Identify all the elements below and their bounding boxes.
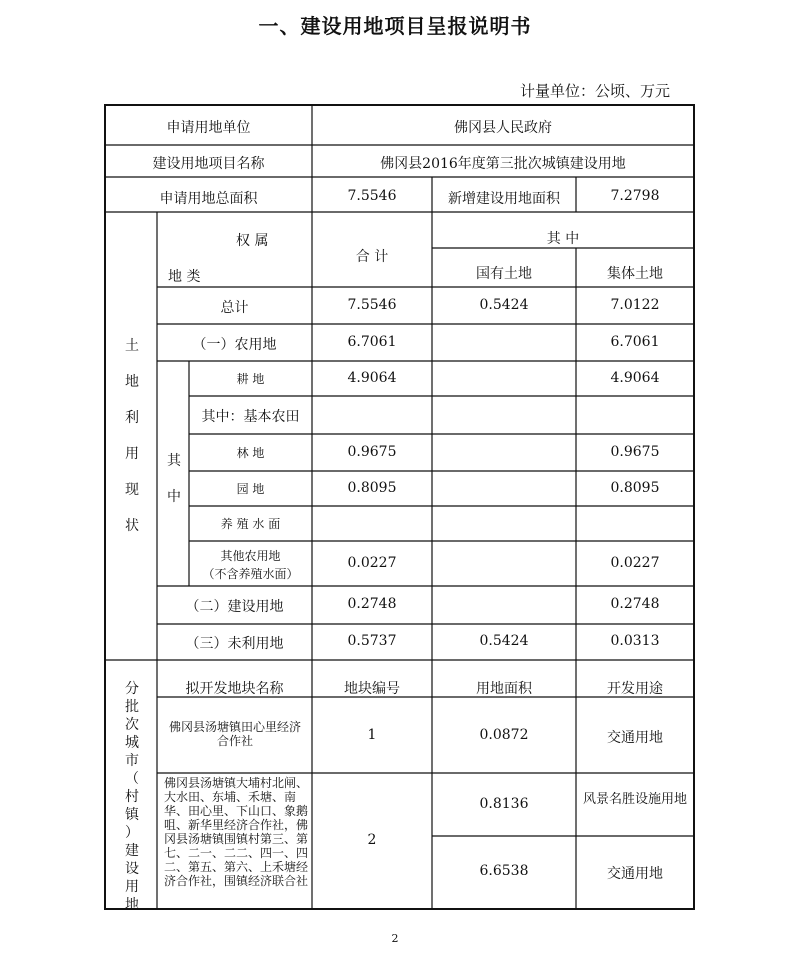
land-row-collective: 0.0313 <box>610 633 660 649</box>
land-row-collective: 7.0122 <box>610 296 660 313</box>
land-row-name: 养 殖 水 面 <box>220 516 281 531</box>
land-row-total: 0.9675 <box>347 443 397 460</box>
new-area-label: 新增建设用地面积 <box>448 191 560 207</box>
plot-2-area-1: 0.8136 <box>479 796 529 812</box>
land-row-collective: 4.9064 <box>610 369 660 386</box>
land-row-name-note: （不含养殖水面） <box>202 567 299 581</box>
state-land-header: 国有土地 <box>476 266 532 282</box>
category-label: 地 类 <box>168 269 201 285</box>
plot-1-area: 0.0872 <box>479 727 529 743</box>
new-area-value: 7.2798 <box>610 188 660 204</box>
applicant-label: 申请用地单位 <box>166 120 251 136</box>
plot-2-use-2: 交通用地 <box>607 866 663 882</box>
col-plot-id: 地块编号 <box>344 681 400 697</box>
collective-land-header: 集体土地 <box>607 266 663 282</box>
plot-2-use-1: 风景名胜设施用地 <box>582 792 687 807</box>
project-name-label: 建设用地项目名称 <box>152 156 265 172</box>
land-row-collective: 0.9675 <box>610 443 660 460</box>
of-which-header: 其 中 <box>546 231 580 247</box>
unit-label: 计量单位：公顷、万元 <box>520 82 671 100</box>
land-row-name: 总计 <box>220 299 249 316</box>
land-row-name: 其他农用地 <box>220 549 281 563</box>
batch-section-label: 分 批 次 城 市 （ 村 镇 ） 建 设 用 地 <box>125 681 139 913</box>
land-row-name: 林 地 <box>236 445 265 460</box>
land-row-collective: 0.2748 <box>610 596 660 612</box>
plot-1-id: 1 <box>367 727 377 743</box>
col-plot-name: 拟开发地块名称 <box>185 681 284 697</box>
land-row-total: 6.7061 <box>347 333 397 350</box>
land-row-total: 0.0227 <box>347 554 397 571</box>
total-area-value: 7.5546 <box>347 188 397 204</box>
total-col-header: 合 计 <box>355 249 389 265</box>
ownership-label: 权 属 <box>236 233 269 249</box>
plot-1-name: 佛冈县汤塘镇田心里经济合作社 <box>168 720 301 748</box>
applicant-value: 佛冈县人民政府 <box>454 120 552 136</box>
land-row-total: 0.8095 <box>347 479 397 496</box>
land-row-name: 其中：基本农田 <box>201 409 300 425</box>
land-row-total: 0.2748 <box>347 596 397 612</box>
land-row-collective: 6.7061 <box>610 333 660 350</box>
page-number: 2 <box>391 932 399 945</box>
plot-2-id: 2 <box>367 832 377 848</box>
plot-2-name: 佛冈县汤塘镇大埔村北闸、大水田、东埔、禾塘、南华、田心里、下山口、象鹅咀、新华里经济合作社，佛冈县汤塘镇围镇村第三、第七、二一、二二、四一、四二、第五、第六、上禾塘经济合作社，围镇经济联合社 <box>164 776 309 888</box>
page-title: 一、建设用地项目呈报说明书 <box>258 14 532 38</box>
land-row-total: 0.5737 <box>347 633 397 649</box>
land-row-name: （一）农用地 <box>192 336 277 353</box>
sub-label: 其 中 <box>167 453 181 505</box>
land-use-section-label: 土 地 利 用 现 状 <box>125 338 139 534</box>
land-row-name: 耕 地 <box>236 371 265 386</box>
plot-2-area-2: 6.6538 <box>479 863 529 879</box>
land-row-state: 0.5424 <box>479 296 529 313</box>
land-row-name: （二）建设用地 <box>185 599 284 615</box>
land-row-collective: 0.8095 <box>610 479 660 496</box>
total-area-label: 申请用地总面积 <box>159 191 258 207</box>
land-row-total: 4.9064 <box>347 369 397 386</box>
land-row-collective: 0.0227 <box>610 554 660 571</box>
project-name-value: 佛冈县2016年度第三批次城镇建设用地 <box>380 156 626 172</box>
plot-1-use: 交通用地 <box>607 730 663 746</box>
land-row-state: 0.5424 <box>479 633 529 649</box>
land-row-name: （三）未利用地 <box>185 636 284 652</box>
land-row-total: 7.5546 <box>347 296 397 313</box>
land-row-name: 园 地 <box>236 481 265 496</box>
col-plot-area: 用地面积 <box>476 681 532 697</box>
col-plot-use: 开发用途 <box>607 681 663 697</box>
